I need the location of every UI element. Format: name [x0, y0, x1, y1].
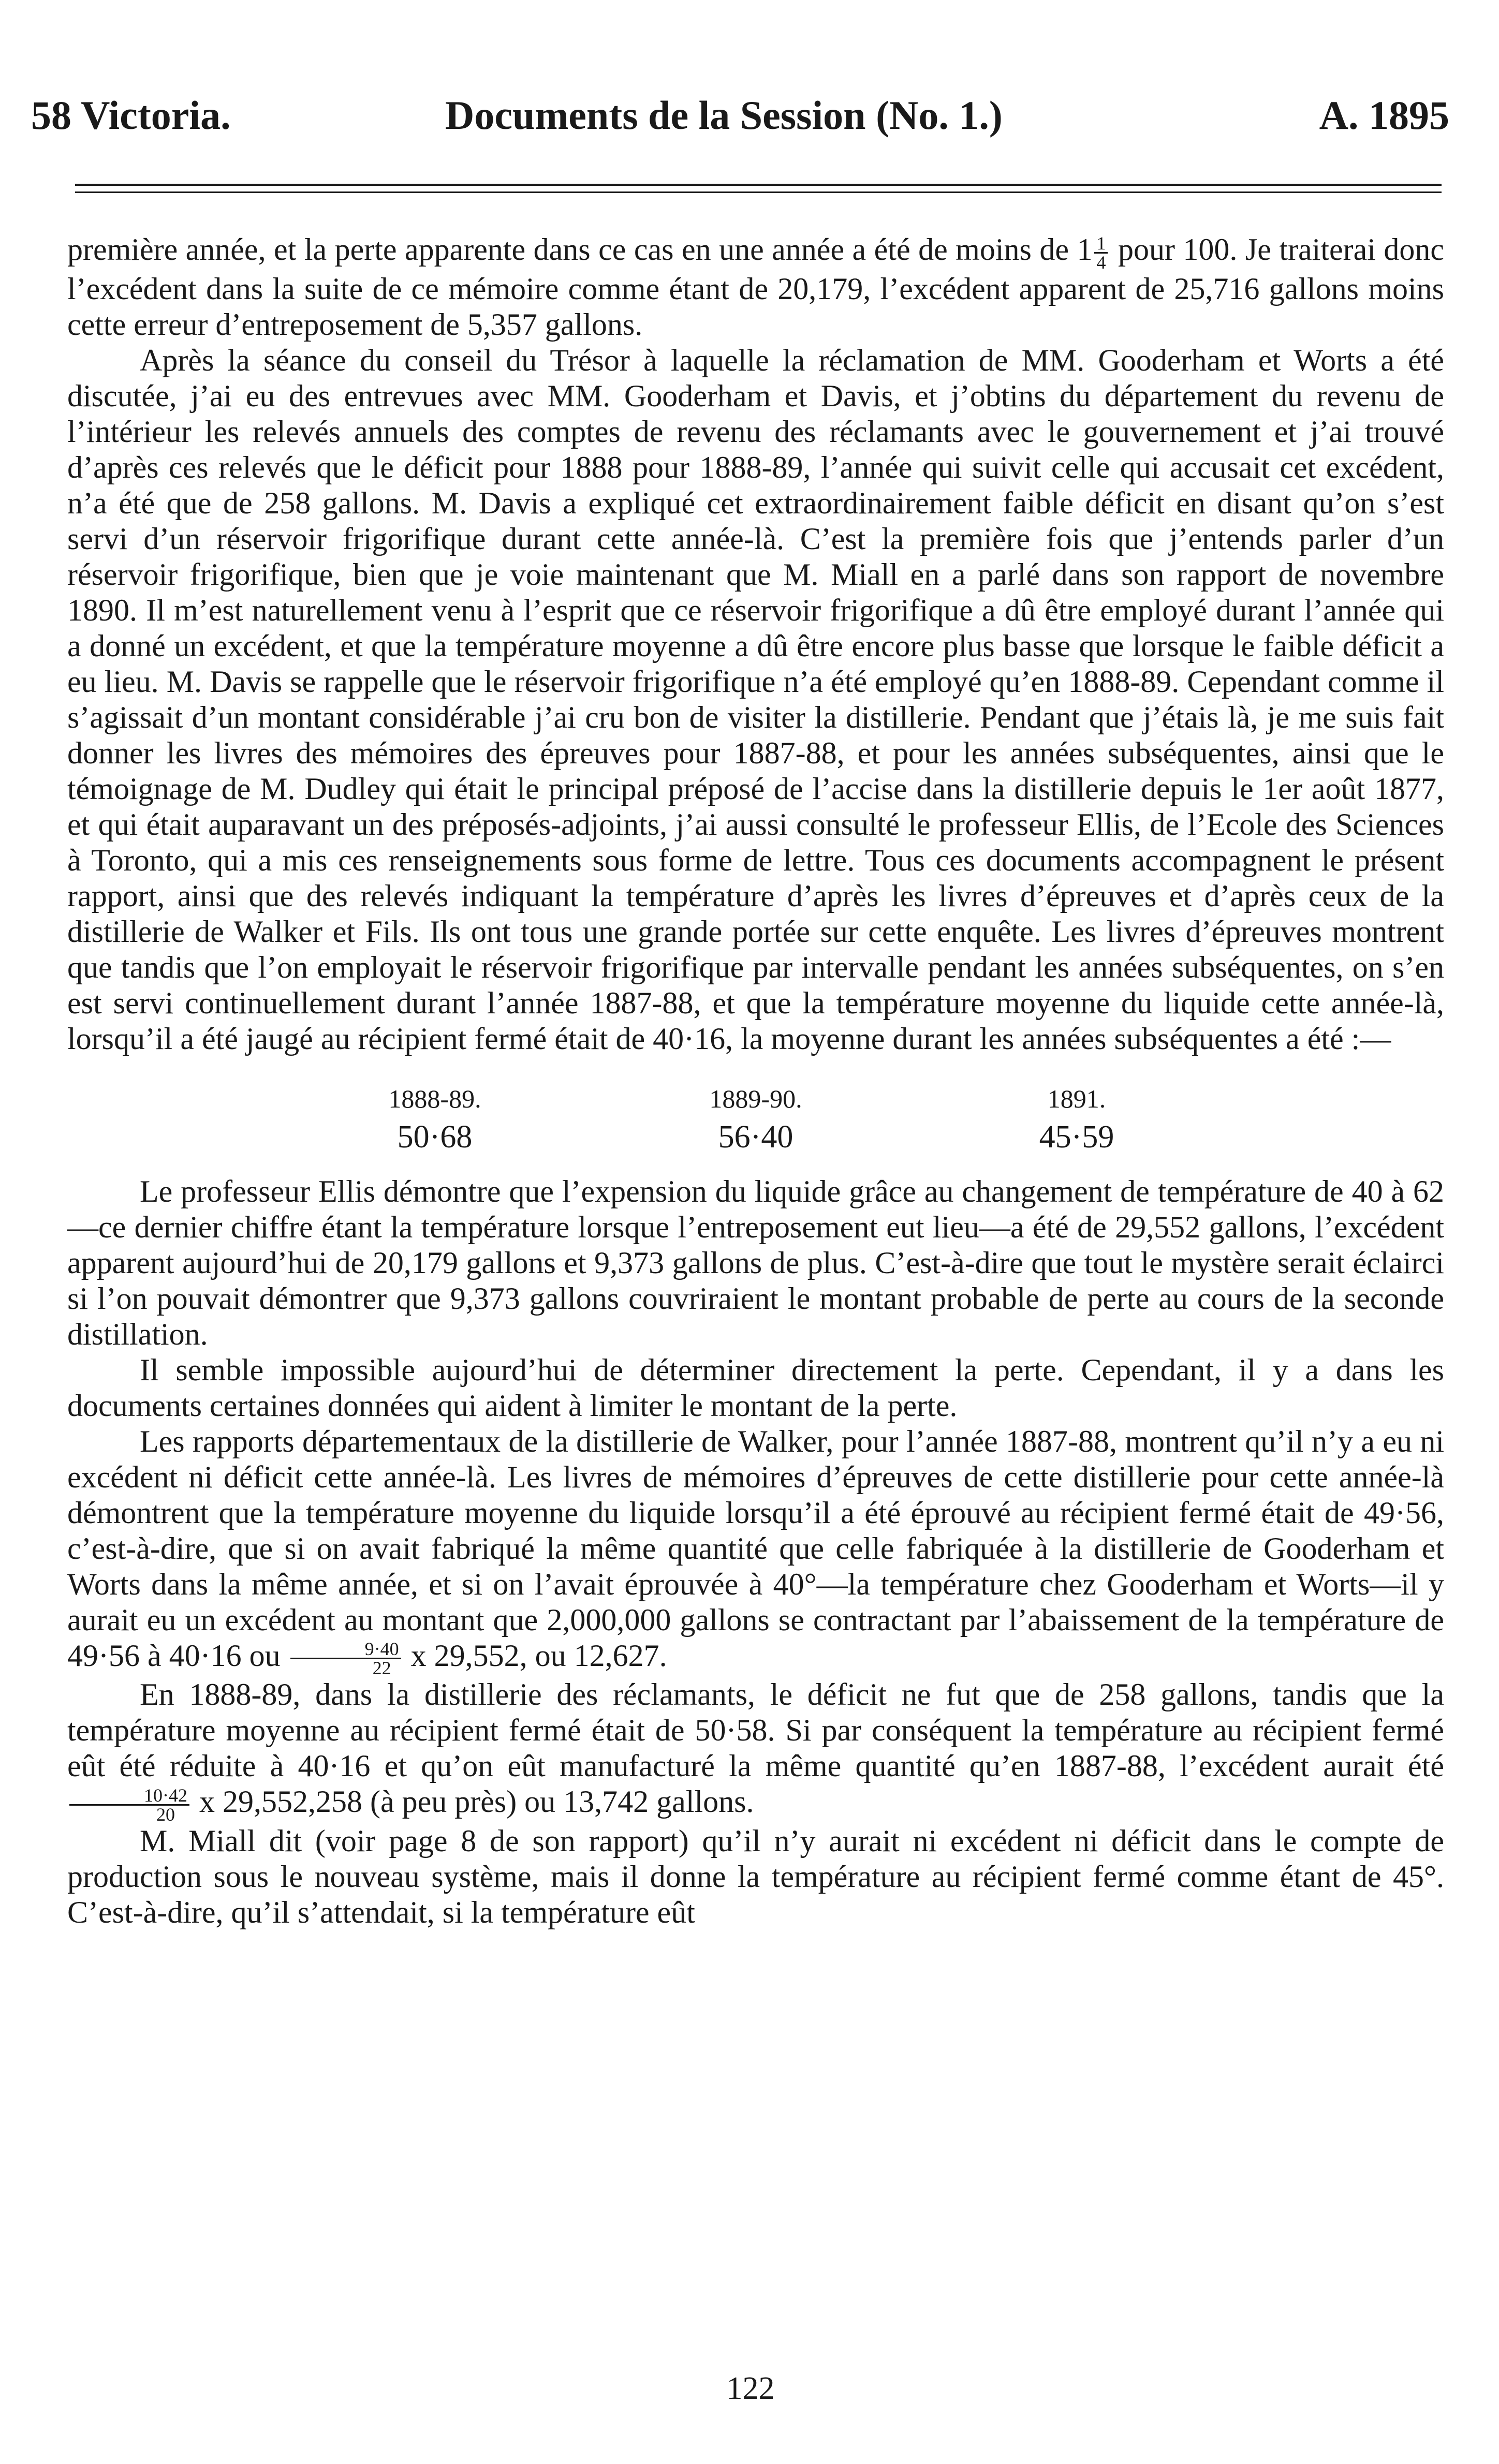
- header-rule-bottom: [75, 191, 1442, 193]
- temperature-table: [67, 1082, 1444, 1158]
- header-year: A. 1895: [1319, 93, 1449, 138]
- temperature-year: 1889-90.: [709, 1084, 802, 1113]
- temperature-year: 1888-89.: [388, 1084, 481, 1113]
- paragraph-7: M. Miall dit (voir page 8 de son rapport) qu’il n’y aurait ni excédent ni déficit dans le compte de production sous le nouveau système, mais il donne la température au récipient fermé comme étant de 45°. C’est-à-dire, qu’il s’attendait, si la température eût: [67, 1824, 1444, 1930]
- header-session: 58 Victoria.: [31, 93, 231, 138]
- temperature-value: 50·68: [397, 1119, 473, 1155]
- paragraph-3: Le professeur Ellis démontre que l’expension du liquide grâce au changement de température de 40 à 62—ce dernier chiffre étant la température lorsque l’entreposement eut lieu—a été de 29,552 gallons, l’excédent apparent aujourd’hui de 20,179 gallons et 9,373 gallons de plus. C’est-à-dire que tout le mystère serait éclairci si l’on pouvait démontrer que 9,373 gallons couvriraient le montant probable de perte au cours de la seconde distillation.: [67, 1174, 1444, 1351]
- paragraph-6: En 1888-89, dans la distillerie des réclamants, le déficit ne fut que de 258 gallons, tandis que la température moyenne au récipient fermé était de 50·58. Si par conséquent la température au récipient fermé eût été réduite à 40·16 et qu’on eût manufacturé la même quantité qu’en 1887-88, l’excédent aurait été $\frac{10\cdot 42}{20}$ x 29,552,258 (à peu près) ou 13,742 gallons.: [67, 1677, 1444, 1825]
- temperature-column: [595, 1082, 916, 1158]
- body-text: [67, 232, 1444, 1930]
- header-title: Documents de la Session (No. 1.): [445, 93, 1003, 138]
- temperature-value: 56·40: [718, 1119, 793, 1155]
- paragraph-2: Après la séance du conseil du Trésor à laquelle la réclamation de MM. Gooderham et Worts a été discutée, j’ai eu des entrevues avec MM. Gooderham et Davis, et j’obtins du département du revenu de l’intérieur les relevés annuels des comptes de revenu des réclamants avec le gouvernement et j’ai trouvé d’après ces relevés que le déficit pour 1888 pour 1888-89, l’année qui suivit celle qui accusait cet excédent, n’a été que de 258 gallons. M. Davis a expliqué cet extraordinairement faible déficit en disant qu’on s’est servi d’un réservoir frigorifique durant cette année-là. C’est la première fois que j’entends parler d’un réservoir frigorifique, bien que je voie maintenant que M. Miall en a parlé dans son rapport de novembre 1890. Il m’est naturellement venu à l’esprit que ce réservoir frigorifique a dû être employé durant l’année qui a donné un excédent, et que la température moyenne a dû être encore plus basse que lorsque le faible déficit a eu lieu. M. Davis se rappelle que le réservoir frigorifique n’a été employé qu’en 1888-89. Cependant comme il s’agissait d’un montant considérable j’ai cru bon de visiter la distillerie. Pendant que j’étais là, je me suis fait donner les livres des mémoires des épreuves pour 1887-88, et pour les années subséquentes, ainsi que le témoignage de M. Dudley qui était le principal préposé de l’accise dans la distillerie depuis le 1er août 1877, et qui était auparavant un des préposés-adjoints, j’ai aussi consulté le professeur Ellis, de l’Ecole des Sciences à Toronto, qui a mis ces renseignements sous forme de lettre. Tous ces documents accompagnent le présent rapport, ainsi que des relevés indiquant la température d’après les livres d’épreuves et d’après ceux de la distillerie de Walker et Fils. Ils ont tous une grande portée sur cette enquête. Les livres d’épreuves montrent que tandis que l’on employait le réservoir frigorifique par intervalle pendant les années subséquentes, on s’en est servi continuellement durant l’année 1887-88, et que la température moyenne du liquide cette année-là, lorsqu’il a été jaugé au récipient fermé était de 40·16, la moyenne durant les années subséquentes a été :—: [67, 343, 1444, 1056]
- fraction-temperature-ratio-2: $\frac{10\cdot 42}{20}$: [69, 1787, 189, 1823]
- fraction-quarter: $\frac{1}{4}$: [1094, 234, 1108, 271]
- page-number: 122: [726, 2371, 775, 2406]
- paragraph-1: première année, et la perte apparente dans ce cas en une année a été de moins de 1 $\frac{1}{4}$ pour 100. Je traiterai donc l’excédent dans la suite de ce mémoire comme étant de 20,179, l’excédent apparent de 25,716 gallons moins cette erreur d’entreposement de 5,357 gallons.: [67, 232, 1445, 342]
- fraction-temperature-ratio: $\frac{9\cdot 40}{22}$: [290, 1640, 401, 1677]
- paragraph-4: Il semble impossible aujourd’hui de déterminer directement la perte. Cependant, il y a dans les documents certaines données qui aident à limiter le montant de la perte.: [67, 1352, 1444, 1423]
- temperature-value: 45·59: [1039, 1119, 1114, 1155]
- temperature-column: [916, 1082, 1237, 1158]
- temperature-year: 1891.: [1047, 1084, 1106, 1113]
- page-header: [31, 92, 1449, 149]
- temperature-column: [274, 1082, 595, 1158]
- header-rule-top: [75, 184, 1442, 186]
- paragraph-5: Les rapports départementaux de la distillerie de Walker, pour l’année 1887-88, montrent qu’il n’y a eu ni excédent ni déficit cette année-là. Les livres de mémoires d’épreuves de cette distillerie pour cette année-là démontrent que la température moyenne du liquide lorsqu’il a été éprouvé au récipient fermé était de 49·56, c’est-à-dire, que si on avait fabriqué la même quantité que celle fabriquée à la distillerie de Gooderham et Worts dans la même année, et si on l’avait éprouvée à 40°—la température chez Gooderham et Worts—il y aurait eu un excédent au montant que 2,000,000 gallons se contractant par l’abaissement de la température de 49·56 à 40·16 ou $\frac{9\cdot 40}{22}$ x 29,552, ou 12,627.: [67, 1424, 1444, 1679]
